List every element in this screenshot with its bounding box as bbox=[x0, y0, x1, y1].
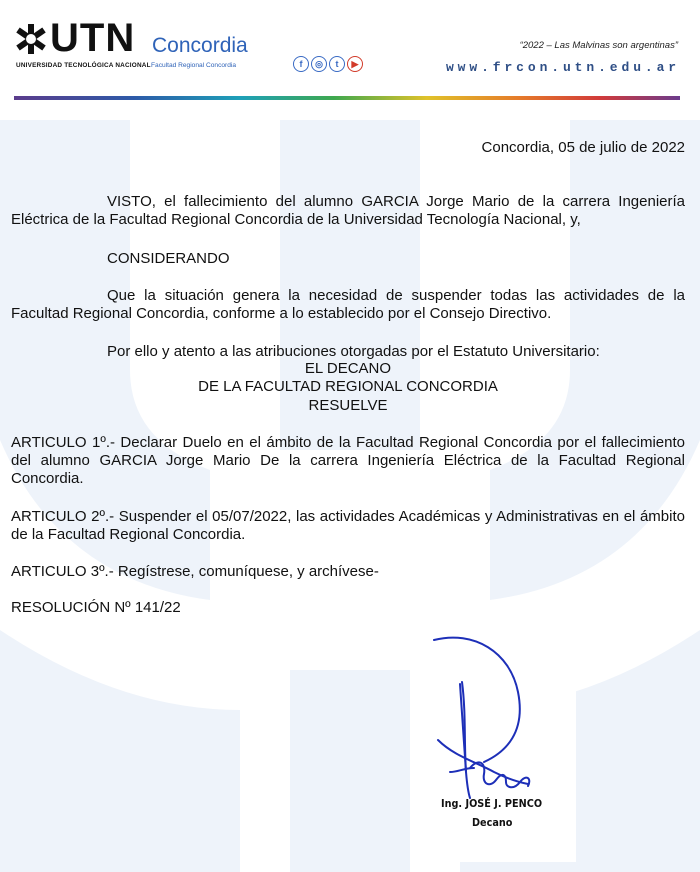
twitter-icon[interactable]: t bbox=[329, 56, 345, 72]
resolucion-number: RESOLUCIÓN Nº 141/22 bbox=[11, 599, 181, 616]
considerando-paragraph: Que la situación genera la necesidad de suspender todas las actividades de la Facultad Regional Concordia, conforme a lo establecido por el Consejo Directivo. bbox=[11, 287, 685, 322]
signatory-name: Ing. JOSÉ J. PENCO bbox=[441, 797, 543, 810]
logo-utn-text: UTN bbox=[50, 16, 136, 60]
articulo-3: ARTICULO 3º.- Regístrese, comuníquese, y archívese- bbox=[11, 563, 379, 580]
logo-campus-text: Concordia bbox=[152, 34, 248, 57]
logo-university-text: UNIVERSIDAD TECNOLÓGICA NACIONAL bbox=[16, 62, 151, 69]
youtube-icon[interactable]: ▶ bbox=[347, 56, 363, 72]
decano-line-2: DE LA FACULTAD REGIONAL CONCORDIA bbox=[198, 378, 498, 395]
por-ello-paragraph: Por ello y atento a las atribuciones otorgadas por el Estatuto Universitario: bbox=[107, 343, 600, 360]
logo-faculty-text: Facultad Regional Concordia bbox=[151, 62, 237, 69]
resuelve-heading: RESUELVE bbox=[308, 397, 388, 414]
articulo-1: ARTICULO 1º.- Declarar Duelo en el ámbito de la Facultad Regional Concordia por el fallecimiento del alumno GARCIA Jorge Mario De la carrera Ingeniería Eléctrica de la Facultad Regional Concordia. bbox=[11, 434, 685, 487]
document-date: Concordia, 05 de julio de 2022 bbox=[481, 139, 685, 156]
visto-paragraph: VISTO, el fallecimiento del alumno GARCIA Jorge Mario de la carrera Ingeniería Eléctrica de la Facultad Regional Concordia de la Universidad Tecnología Nacional, y, bbox=[11, 193, 685, 228]
articulo-2: ARTICULO 2º.- Suspender el 05/07/2022, las actividades Académicas y Administrativas en el ámbito de la Facultad Regional Concordia. bbox=[11, 508, 685, 543]
signature-block bbox=[414, 622, 576, 862]
instagram-icon[interactable]: ◎ bbox=[311, 56, 327, 72]
motto-text: “2022 – Las Malvinas son argentinas” bbox=[519, 40, 678, 51]
considerando-heading: CONSIDERANDO bbox=[107, 250, 230, 267]
website-link[interactable]: www.frcon.utn.edu.ar bbox=[445, 60, 680, 75]
facebook-icon[interactable]: f bbox=[293, 56, 309, 72]
signatory-title: Decano bbox=[472, 816, 513, 829]
decano-line-1: EL DECANO bbox=[304, 360, 392, 377]
